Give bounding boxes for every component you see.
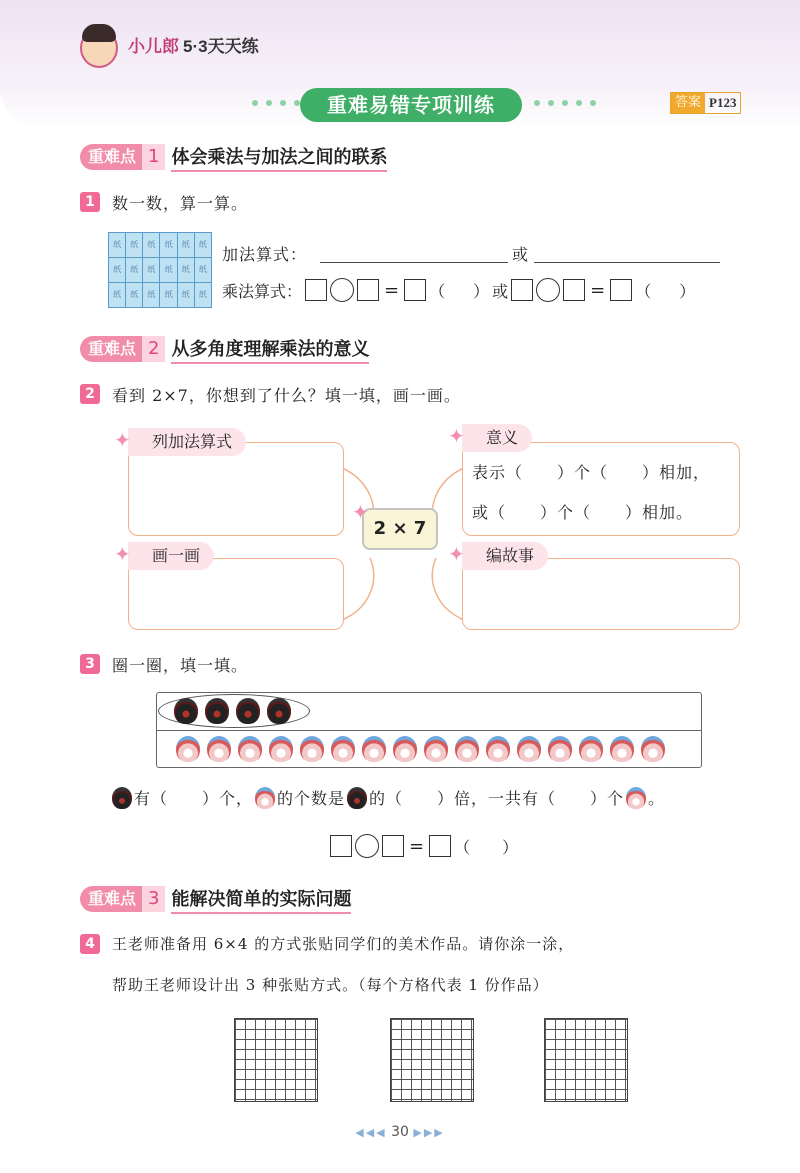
question-number-3: 3 bbox=[80, 654, 100, 674]
question-text-2: 看到 2×7，你想到了什么？填一填，画一画。 bbox=[112, 386, 461, 405]
equals-sign: = bbox=[409, 835, 425, 857]
opera-mask-light-icon bbox=[393, 736, 417, 762]
section-number: 3 bbox=[142, 886, 165, 912]
operator-circle[interactable] bbox=[536, 278, 560, 302]
series-logo bbox=[128, 32, 259, 57]
design-grid-1[interactable] bbox=[234, 1018, 318, 1102]
meaning-line-2: 或（ ）个（ ）相加。 bbox=[472, 503, 694, 522]
opera-mask-light-icon bbox=[579, 736, 603, 762]
paren-close: ） bbox=[473, 281, 490, 301]
answer-box[interactable] bbox=[610, 279, 632, 301]
star-icon: ✦ bbox=[352, 500, 369, 524]
fill-part-c: 的（ ）倍，一共有（ ）个 bbox=[369, 789, 625, 808]
operator-circle[interactable] bbox=[330, 278, 354, 302]
design-grid-3[interactable] bbox=[544, 1018, 628, 1102]
prev-arrows-icon: ◀◀◀ bbox=[355, 1126, 387, 1139]
mascot-hair-icon bbox=[82, 24, 116, 42]
answer-page: P123 bbox=[709, 95, 737, 110]
opera-mask-dark-icon bbox=[174, 698, 198, 724]
section-number: 1 bbox=[142, 144, 165, 170]
or-label: 或 bbox=[492, 281, 509, 301]
question-text-4-line-2: 帮助王老师设计出 3 种张贴方式。（每个方格代表 1 份作品） bbox=[112, 976, 549, 994]
opera-mask-light-icon bbox=[269, 736, 293, 762]
question-number-4: 4 bbox=[80, 934, 100, 954]
page-title: 重难易错专项训练 bbox=[300, 88, 522, 122]
fill-part-a: 有（ ）个， bbox=[134, 789, 254, 808]
logo-series: 5·3天天练 bbox=[183, 37, 259, 56]
fill-end: 。 bbox=[648, 789, 666, 808]
center-expression: 2 × 7 bbox=[362, 508, 438, 550]
multiplication-row bbox=[222, 278, 695, 302]
addition-box-label: 列加法算式 bbox=[128, 428, 246, 456]
design-grid-2[interactable] bbox=[390, 1018, 474, 1102]
opera-mask-dark-icon bbox=[112, 787, 132, 809]
meaning-line-1: 表示（ ）个（ ）相加， bbox=[472, 463, 711, 482]
next-arrows-icon: ▶▶▶ bbox=[413, 1126, 445, 1139]
opera-mask-dark-icon bbox=[347, 787, 367, 809]
star-icon: ✦ bbox=[114, 428, 131, 452]
addition-box[interactable] bbox=[128, 442, 344, 536]
answer-box[interactable] bbox=[404, 279, 426, 301]
answer-box[interactable] bbox=[330, 835, 352, 857]
paper-stack-illustration: 纸 纸 纸 纸 纸 纸 纸 纸 纸 纸 纸 纸 纸 纸 纸 纸 纸 纸 bbox=[108, 232, 212, 308]
faces-divider bbox=[156, 730, 702, 731]
opera-mask-light-icon bbox=[207, 736, 231, 762]
opera-mask-light-icon bbox=[362, 736, 386, 762]
answer-box[interactable] bbox=[382, 835, 404, 857]
equals-sign: = bbox=[590, 279, 606, 301]
opera-mask-light-icon bbox=[255, 787, 275, 809]
story-box-label: 编故事 bbox=[462, 542, 548, 570]
opera-mask-light-icon bbox=[455, 736, 479, 762]
multiplication-label: 乘法算式： bbox=[222, 281, 303, 301]
star-icon: ✦ bbox=[114, 542, 131, 566]
section-tag: 重难点 bbox=[80, 336, 142, 362]
opera-mask-light-icon bbox=[331, 736, 355, 762]
fill-sentence bbox=[112, 786, 665, 809]
question-number-1: 1 bbox=[80, 192, 100, 212]
opera-mask-light-icon bbox=[517, 736, 541, 762]
answer-box[interactable] bbox=[305, 279, 327, 301]
paren-open: （ bbox=[635, 281, 652, 301]
answer-box[interactable] bbox=[357, 279, 379, 301]
light-faces-row bbox=[176, 736, 665, 762]
section-tag: 重难点 bbox=[80, 144, 142, 170]
dark-faces-row bbox=[174, 698, 291, 724]
section-header-3 bbox=[80, 884, 351, 914]
addition-answer-line[interactable] bbox=[320, 262, 508, 263]
addition-label: 加法算式： bbox=[222, 245, 308, 264]
question-text-1: 数一数，算一算。 bbox=[112, 194, 249, 213]
question-text-3: 圈一圈，填一填。 bbox=[112, 656, 249, 675]
section-number: 2 bbox=[142, 336, 165, 362]
opera-mask-light-icon bbox=[610, 736, 634, 762]
answer-label: 答案 bbox=[671, 93, 705, 113]
page-footer bbox=[0, 1124, 800, 1140]
section-title: 体会乘法与加法之间的联系 bbox=[171, 143, 387, 172]
drawing-box-label: 画一画 bbox=[128, 542, 214, 570]
answer-box[interactable] bbox=[511, 279, 533, 301]
or-label: 或 bbox=[512, 245, 530, 264]
opera-mask-dark-icon bbox=[236, 698, 260, 724]
opera-mask-light-icon bbox=[238, 736, 262, 762]
opera-mask-light-icon bbox=[424, 736, 448, 762]
opera-mask-light-icon bbox=[548, 736, 572, 762]
paren-close: ） bbox=[679, 281, 696, 301]
section-title: 能解决简单的实际问题 bbox=[171, 885, 351, 914]
section-header-2 bbox=[80, 334, 369, 364]
section-header-1 bbox=[80, 142, 387, 172]
fill-part-b: 的个数是 bbox=[277, 789, 346, 808]
opera-mask-light-icon bbox=[176, 736, 200, 762]
page-number: 30 bbox=[391, 1124, 409, 1140]
star-icon: ✦ bbox=[448, 542, 465, 566]
answer-box[interactable] bbox=[563, 279, 585, 301]
meaning-box-label: 意义 bbox=[462, 424, 532, 452]
question-number-2: 2 bbox=[80, 384, 100, 404]
paren-open: （ bbox=[429, 281, 446, 301]
opera-mask-dark-icon bbox=[205, 698, 229, 724]
question-text-4-line-1: 王老师准备用 6×4 的方式张贴同学们的美术作品。请你涂一涂， bbox=[112, 935, 575, 953]
title-dots-right bbox=[534, 100, 596, 110]
opera-mask-dark-icon bbox=[267, 698, 291, 724]
section-tag: 重难点 bbox=[80, 886, 142, 912]
equals-sign: = bbox=[384, 279, 400, 301]
answer-reference bbox=[670, 92, 741, 114]
opera-mask-light-icon bbox=[641, 736, 665, 762]
operator-circle[interactable] bbox=[355, 834, 379, 858]
opera-mask-light-icon bbox=[626, 787, 646, 809]
opera-mask-light-icon bbox=[486, 736, 510, 762]
star-icon: ✦ bbox=[448, 424, 465, 448]
addition-answer-line-2[interactable] bbox=[534, 262, 720, 263]
opera-mask-light-icon bbox=[300, 736, 324, 762]
logo-brand: 小儿郎 bbox=[128, 37, 179, 56]
unit-paren: （ ） bbox=[454, 837, 519, 857]
section-title: 从多角度理解乘法的意义 bbox=[171, 335, 369, 364]
q3-formula-row bbox=[330, 834, 518, 858]
answer-box[interactable] bbox=[429, 835, 451, 857]
